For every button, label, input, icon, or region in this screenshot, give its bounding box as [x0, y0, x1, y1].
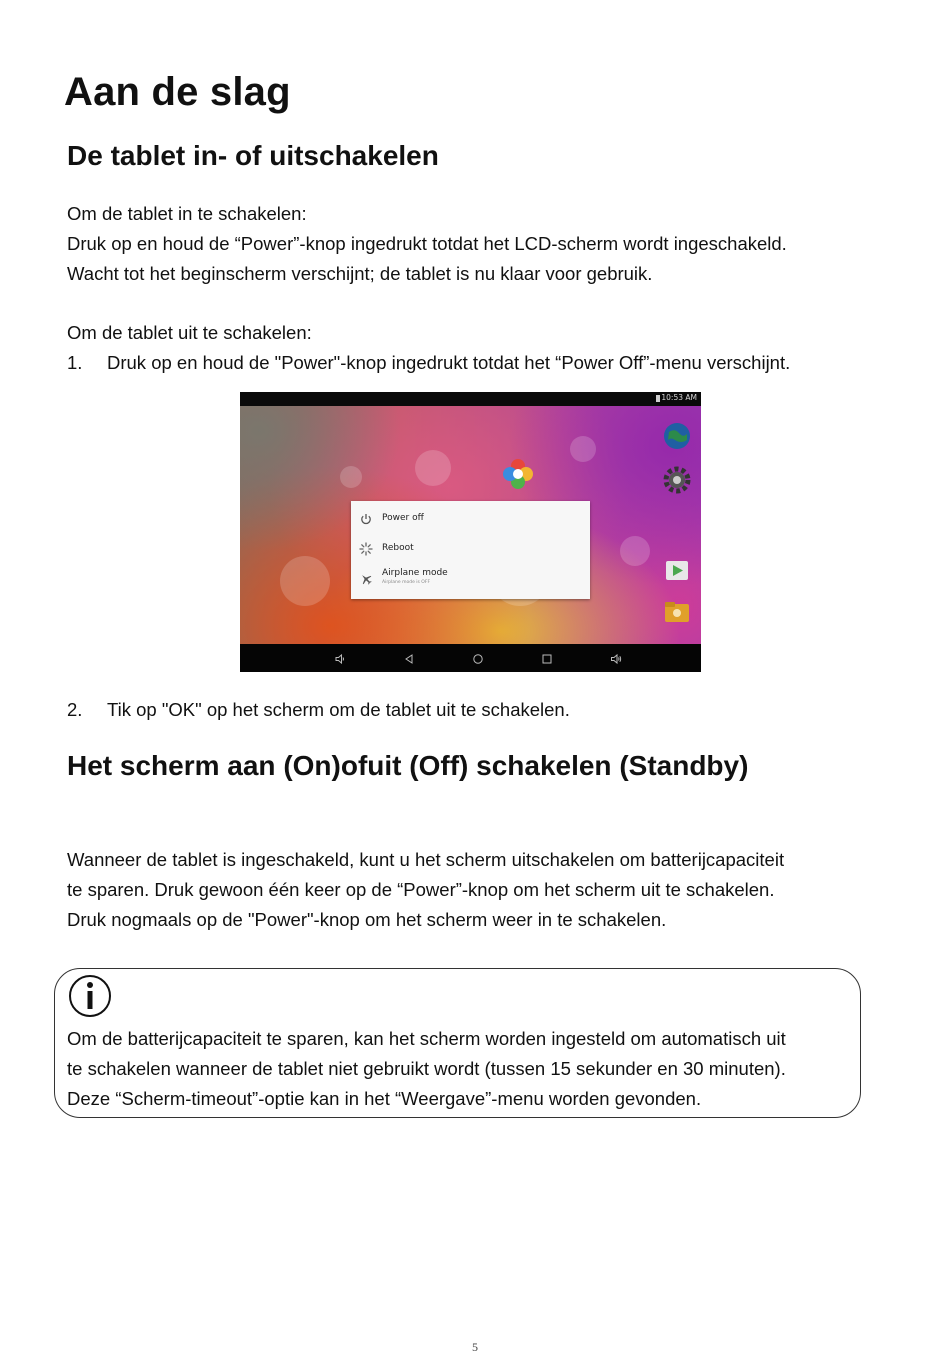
section-heading-standby: Het scherm aan (On)ofuit (Off) schakelen (Standby): [67, 750, 749, 781]
reboot-spinner-icon: [359, 542, 373, 556]
standby-line: Druk nogmaals op de "Power"-knop om het scherm weer in te schakelen.: [67, 909, 667, 930]
back-icon[interactable]: [403, 652, 415, 664]
airplane-mode-option[interactable]: [351, 564, 590, 594]
page-number: 5: [472, 1340, 478, 1354]
standby-line: Wanneer de tablet is ingeschakeld, kunt u het scherm uitschakelen om batterijcapaciteit: [67, 849, 785, 870]
page-title: Aan de slag: [64, 70, 291, 114]
power-off-intro: Om de tablet uit te schakelen:: [67, 322, 312, 343]
navigation-bar: [240, 644, 701, 672]
power-off-label: Power off: [382, 513, 424, 523]
reboot-option[interactable]: [351, 534, 590, 564]
recents-icon[interactable]: [541, 652, 553, 664]
power-on-line: Druk op en houd de “Power”-knop ingedrukt totdat het LCD-scherm wordt ingeschakeld.: [67, 233, 787, 254]
info-line: te schakelen wanneer de tablet niet gebruikt wordt (tussen 15 sekunder en 30 minuten).: [67, 1058, 786, 1079]
flower-widget-icon: [502, 458, 534, 490]
volume-down-icon[interactable]: [334, 652, 346, 664]
section-heading-power: De tablet in- of uitschakelen: [67, 140, 439, 171]
wallpaper: [240, 406, 701, 644]
airplane-mode-label: Airplane mode: [382, 568, 448, 578]
power-icon: [359, 512, 373, 526]
power-on-line: Om de tablet in te schakelen:: [67, 203, 307, 224]
step-number-1: 1.: [67, 352, 83, 373]
globe-icon[interactable]: [663, 422, 691, 450]
power-off-option[interactable]: [351, 504, 590, 534]
volume-up-icon[interactable]: [610, 652, 622, 664]
battery-icon: [656, 395, 660, 402]
settings-gear-icon[interactable]: [663, 466, 691, 494]
info-line: Deze “Scherm-timeout”-optie kan in het “Weergave”-menu worden gevonden.: [67, 1088, 702, 1109]
file-manager-icon[interactable]: [663, 598, 691, 626]
airplane-mode-status: Airplane mode is OFF: [382, 580, 431, 585]
home-icon[interactable]: [472, 652, 484, 664]
info-icon: [68, 974, 112, 1018]
reboot-label: Reboot: [382, 543, 414, 553]
tablet-screenshot: [240, 392, 701, 672]
airplane-icon: [359, 572, 373, 586]
play-store-icon[interactable]: [663, 556, 691, 584]
power-menu-dialog: [351, 501, 590, 599]
step-number-2: 2.: [67, 699, 83, 720]
info-line: Om de batterijcapaciteit te sparen, kan het scherm worden ingesteld om automatisch uit: [67, 1028, 786, 1049]
step-text-1: Druk op en houd de "Power"-knop ingedrukt totdat het “Power Off”-menu verschijnt.: [107, 352, 791, 373]
power-on-instructions: [67, 199, 787, 289]
standby-paragraph: [67, 845, 784, 935]
status-bar: [240, 392, 701, 406]
status-time: 10:53 AM: [661, 393, 697, 402]
info-note-text: [67, 1024, 786, 1114]
standby-line: te sparen. Druk gewoon één keer op de “Power”-knop om het scherm uit te schakelen.: [67, 879, 775, 900]
power-on-line: Wacht tot het beginscherm verschijnt; de tablet is nu klaar voor gebruik.: [67, 263, 653, 284]
step-text-2: Tik op "OK" op het scherm om de tablet uit te schakelen.: [107, 699, 570, 720]
